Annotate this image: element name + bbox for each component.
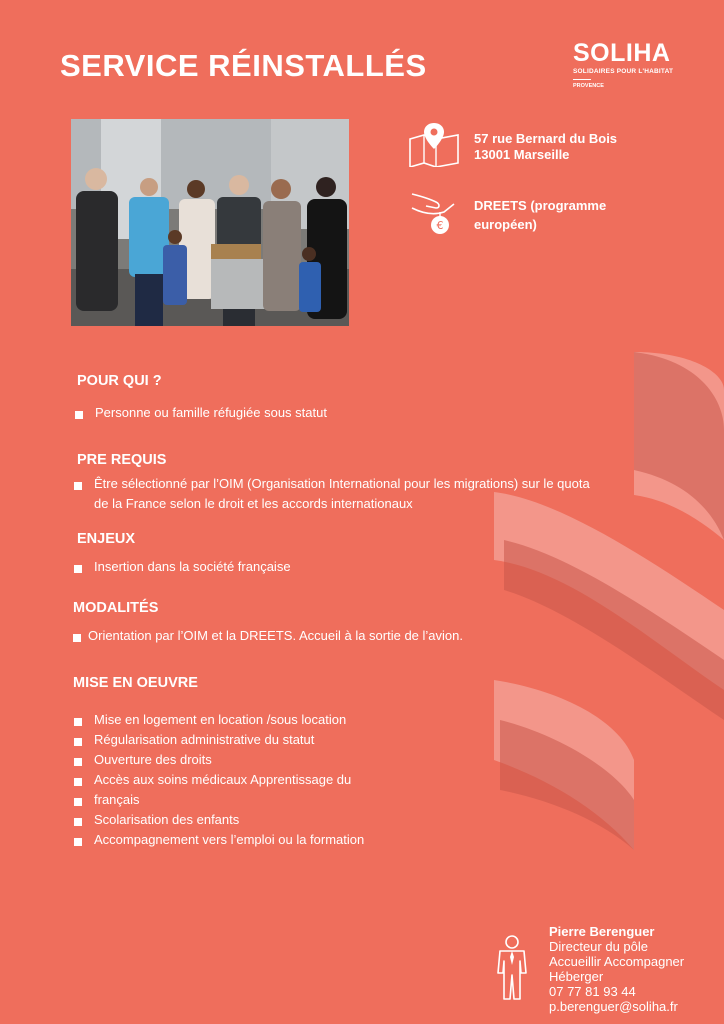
logo-main-text: SOLIHA [573, 39, 671, 67]
list-item: Scolarisation des enfants [74, 810, 364, 830]
hand-euro-icon [410, 190, 458, 236]
contact-role-line-1: Directeur du pôle [549, 939, 648, 954]
list-pour-qui [75, 403, 595, 423]
section-title-pour-qui: POUR QUI ? [77, 373, 162, 389]
list-item: Insertion dans la société française [74, 557, 594, 577]
person-icon [494, 935, 530, 1001]
contact-role-line-3: Héberger [549, 969, 604, 984]
address-line-1: 57 rue Bernard du Bois [474, 131, 618, 146]
logo-sub-text: SOLIDAIRES POUR L'HABITAT [573, 68, 674, 75]
logo-divider [573, 79, 591, 80]
section-title-modalites: MODALITÉS [73, 600, 159, 616]
list-item: Accompagnement vers l’emploi ou la formation [74, 830, 364, 850]
contact-name: Pierre Berenguer [549, 924, 655, 939]
funding-line-1: DREETS (programme [474, 198, 607, 213]
list-item: Accès aux soins médicaux Apprentissage du [74, 770, 364, 790]
list-modalites [73, 626, 613, 646]
list-item: Personne ou famille réfugiée sous statut [75, 403, 595, 423]
contact-card [549, 924, 684, 1014]
contact-phone[interactable]: 07 77 81 93 44 [549, 984, 636, 999]
section-title-enjeux: ENJEUX [77, 531, 136, 547]
contact-email[interactable]: p.berenguer@soliha.fr [549, 999, 678, 1014]
page-title: SERVICE RÉINSTALLÉS [60, 48, 427, 83]
list-item: Être sélectionné par l’OIM (Organisation International pour les migrations) sur le quota de la France selon le droit et les accords internationaux [74, 474, 594, 514]
section-title-pre-requis: PRE REQUIS [77, 452, 167, 468]
contact-role-line-2: Accueillir Accompagner [549, 954, 685, 969]
list-item: Mise en logement en location /sous location [74, 710, 364, 730]
group-photo [71, 119, 349, 326]
list-item: Ouverture des droits [74, 750, 364, 770]
list-mise-en-oeuvre [74, 710, 364, 850]
list-enjeux [74, 557, 594, 577]
list-item: Orientation par l’OIM et la DREETS. Accueil à la sortie de l’avion. [73, 626, 613, 646]
svg-text:€: € [436, 219, 444, 232]
map-pin-icon [406, 121, 462, 167]
funding-line-2: européen) [474, 217, 537, 232]
list-item: français [74, 790, 364, 810]
soliha-logo [573, 40, 683, 89]
list-item: Régularisation administrative du statut [74, 730, 364, 750]
list-pre-requis [74, 474, 594, 514]
address-line-2: 13001 Marseille [474, 147, 570, 162]
section-title-mise-en-oeuvre: MISE EN OEUVRE [73, 675, 198, 691]
logo-region-text: PROVENCE [573, 83, 604, 89]
